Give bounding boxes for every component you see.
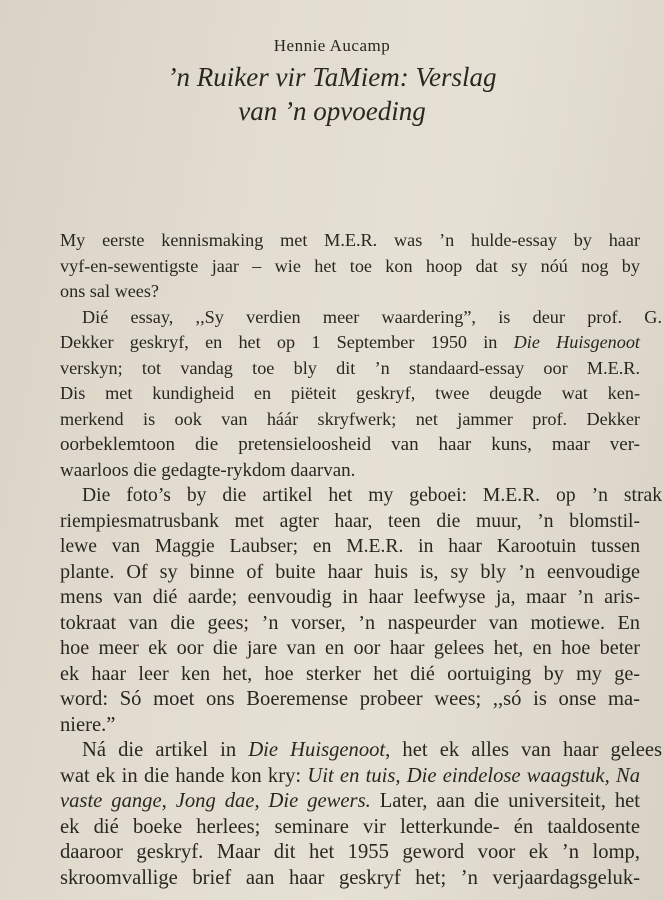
text-line: Dié essay, ,,Sy verdien meer waardering”, is deur prof. G. — [82, 306, 662, 327]
text-line-with-italic — [60, 764, 640, 790]
text-fragment: wat ek in die hande kon kry: Uit en tuis, Die eindelose waagstuk, Na — [60, 764, 641, 787]
text-line: waarloos die gedagte-rykdom daarvan. — [60, 459, 356, 481]
text-line: niere.” — [60, 713, 116, 736]
text-line-with-italic — [60, 789, 640, 815]
text-fragment: vaste gange, Jong dae, Die gewers. Later, aan die universiteit, het — [60, 790, 640, 812]
italic-title: Uit en tuis, Die eindelose waagstuk, Na — [307, 764, 641, 787]
text-line: oorbeklemtoon die pretensieloosheid van haar kuns, maar ver- — [60, 434, 640, 455]
text-line: Die foto’s by die artikel het my geboei: M.E.R. op ’n strak — [82, 485, 662, 506]
title-line-1: ’n Ruiker vir TaMiem: Verslag — [167, 62, 497, 92]
text-line: riempiesmatrusbank met agter haar, teen die muur, ’n blomstil- — [60, 510, 640, 532]
italic-title: vaste gange, Jong dae, Die gewers. — [60, 790, 371, 812]
text-line: mens van dié aarde; eenvoudig in haar leefwyse ja, maar ’n aris- — [60, 586, 640, 608]
text-line-with-italic — [60, 330, 640, 356]
text-line-with-italic — [60, 738, 662, 764]
text-line: My eerste kennismaking met M.E.R. was ’n hulde-essay by haar — [60, 230, 640, 250]
italic-title: Die Huisgenoot — [513, 332, 640, 352]
italic-title: Die Huisgenoot — [248, 739, 386, 761]
essay-title — [0, 60, 664, 128]
text-line: lewe van Maggie Laubser; en M.E.R. in haar Karootuin tussen — [60, 536, 640, 557]
text-line: skroomvallige brief aan haar geskryf het; ’n verjaardagsgeluk- — [60, 866, 640, 889]
text-line: ek haar leer ken het, hoe sterker het dié oortuiging by my ge- — [60, 662, 640, 685]
title-line-2: van ’n opvoeding — [238, 96, 426, 126]
text-line: ek dié boeke herlees; seminare vir letterkunde- én taaldosente — [60, 815, 640, 838]
body-text — [60, 228, 663, 891]
text-line: verskyn; tot vandag toe bly dit ’n standaard-essay oor M.E.R. — [60, 357, 640, 378]
text-fragment: Dekker geskryf, en het op 1 September 1950 in Die Huisgenoot — [60, 332, 640, 352]
text-line: hoe meer ek oor die jare van en oor haar gelees het, en hoe beter — [60, 637, 640, 659]
text-line: merkend is ook van háár skryfwerk; net jammer prof. Dekker — [60, 408, 640, 429]
text-line: Dis met kundigheid en piëteit geskryf, twee deugde wat ken- — [60, 383, 640, 403]
text-line: vyf-en-sewentigste jaar – wie het toe kon hoop dat sy nóú nog by — [60, 255, 640, 276]
text-line: tokraat van die gees; ’n vorser, ’n naspeurder van motiewe. En — [60, 611, 640, 634]
author-name: Hennie Aucamp — [273, 36, 391, 55]
text-fragment: Ná die artikel in Die Huisgenoot, het ek alles van haar gelees — [82, 739, 663, 761]
text-line: ons sal wees? — [60, 281, 159, 301]
text-line: daaroor geskryf. Maar dit het 1955 geword voor ek ’n lomp, — [60, 841, 640, 863]
text-line: plante. Of sy binne of buite haar huis is, sy bly ’n eenvoudige — [60, 560, 640, 583]
text-line: word: Só moet ons Boeremense probeer wees; ,,só is onse ma- — [60, 688, 640, 710]
